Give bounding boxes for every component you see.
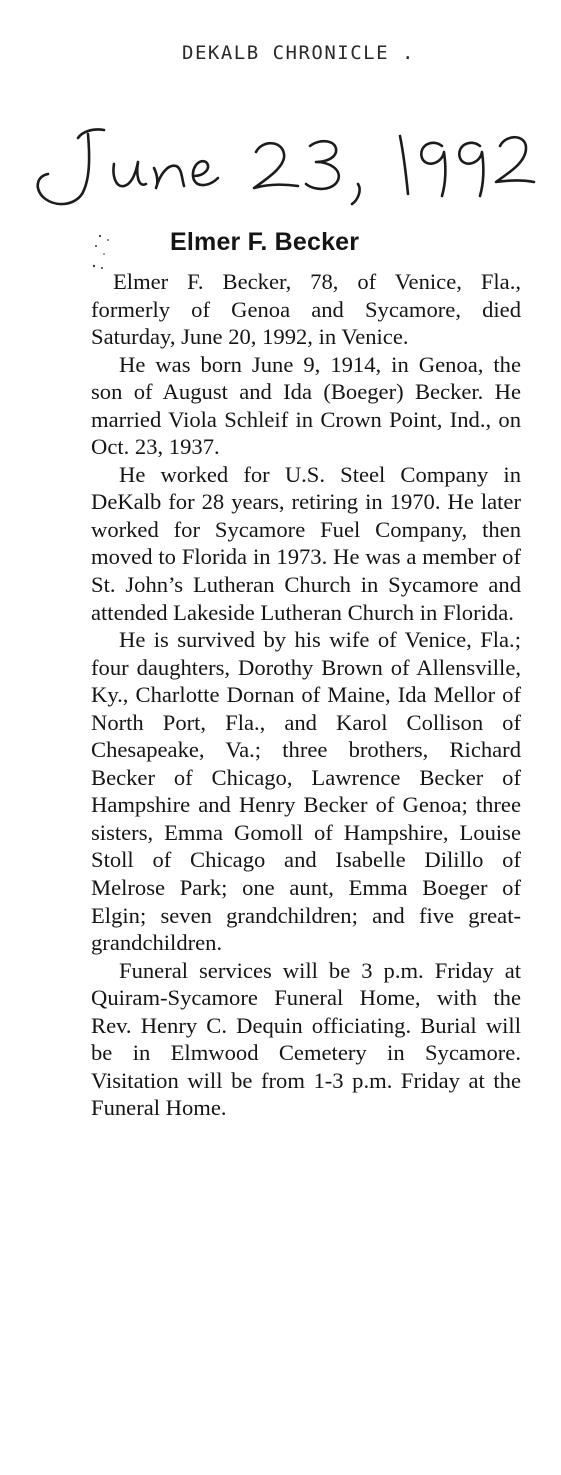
source-stamp: DEKALB CHRONICLE . — [182, 42, 415, 64]
paragraph-death-notice: Elmer F. Becker, 78, of Venice, Fla., formerly of Genoa and Sycamore, died Saturday, June 20, 1992, in Venice. — [91, 269, 521, 350]
paragraph-birth-marriage: He was born June 9, 1914, in Genoa, the son of August and Ida (Boeger) Becker. He married Viola Schleif in Crown Point, Ind., on Oct. 23, 1937. — [91, 351, 521, 460]
print-speck-marks — [88, 232, 118, 272]
paragraph-services: Funeral services will be 3 p.m. Friday at Quiram-Sycamore Funeral Home, with the Rev. Henry C. Dequin officiating. Burial will be in Elmwood Cemetery in Sycamore. Visitation will be from 1-3 p.m. Friday at the Funeral Home. — [91, 957, 521, 1121]
paragraph-career: He worked for U.S. Steel Company in DeKalb for 28 years, retiring in 1970. He later worked for Sycamore Fuel Company, then moved to Florida in 1973. He was a member of St. John’s Lutheran Church in Sycamore and attended Lakeside Lutheran Church in Florida. — [91, 461, 521, 625]
paragraph-survivors: He is survived by his wife of Venice, Fla.; four daughters, Dorothy Brown of Allensville, Ky., Charlotte Dornan of Maine, Ida Mellor of North Port, Fla., and Karol Collison of Chesapeake, Va.; three brothers, Richard Becker of Chicago, Lawrence Becker of Hampshire and Henry Becker of Genoa; three sisters, Emma Gomoll of Hampshire, Louise Stoll of Chicago and Isabelle Dilillo of Melrose Park; one aunt, Emma Boeger of Elgin; seven grandchildren; and five great-grandchildren. — [91, 627, 521, 956]
handwritten-date — [18, 118, 538, 210]
obituary-body — [91, 268, 521, 1122]
obituary-headline: Elmer F. Becker — [170, 228, 360, 256]
